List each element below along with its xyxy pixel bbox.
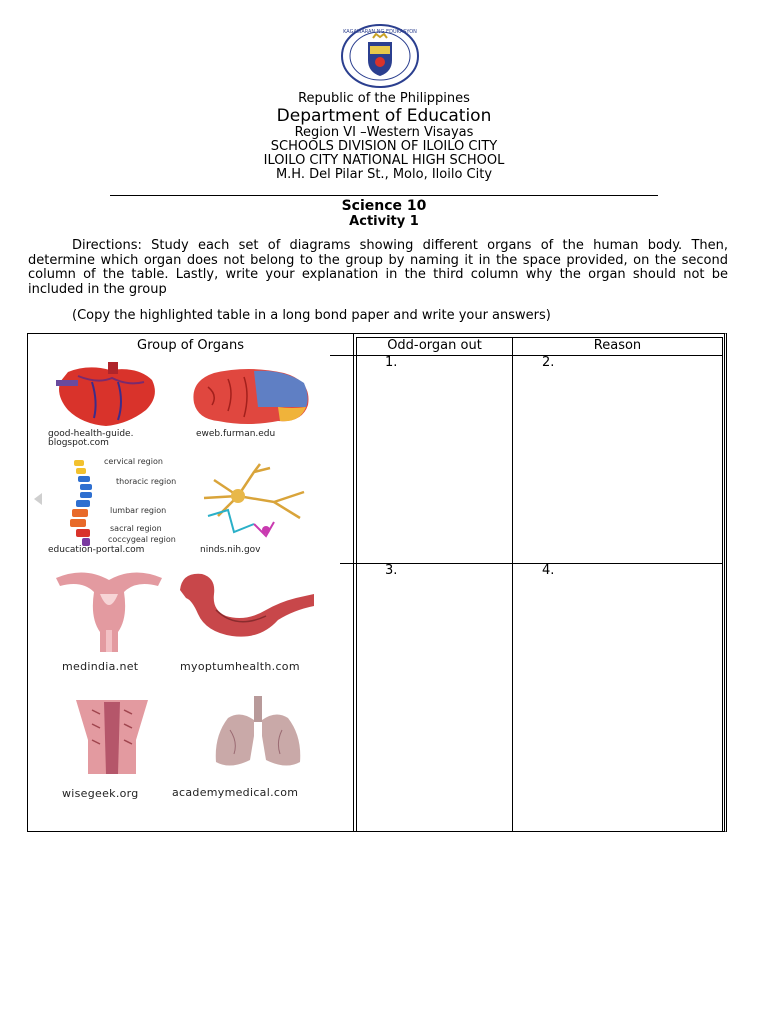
- row-divider: [340, 563, 723, 564]
- brain-image: [188, 367, 314, 427]
- spine-label-thoracic: thoracic region: [116, 477, 177, 486]
- school-line: ILOILO CITY NATIONAL HIGH SCHOOL: [263, 153, 505, 168]
- left-arrow-icon: [33, 492, 43, 506]
- spine-label-cervical: cervical region: [104, 457, 163, 466]
- deped-seal-logo: [340, 24, 420, 88]
- subject-title: Science 10: [341, 198, 427, 214]
- header-odd-organ-out: Odd-organ out: [387, 338, 482, 353]
- vagina-caption: wisegeek.org: [62, 787, 139, 800]
- republic-line: Republic of the Philippines: [298, 91, 470, 106]
- uterus-caption: medindia.net: [62, 660, 139, 673]
- spine-image: [62, 458, 102, 548]
- spine-label-sacral: sacral region: [110, 524, 162, 533]
- col-divider-1b: [356, 337, 357, 832]
- lungs-image: [210, 696, 306, 772]
- answer-number-3: 3.: [385, 563, 398, 578]
- heart-caption: good-health-guide. blogspot.com: [48, 429, 134, 448]
- col-divider-2: [512, 337, 513, 832]
- header-group-of-organs: Group of Organs: [137, 338, 244, 353]
- department-title: Department of Education: [276, 106, 492, 126]
- answer-number-1: 1.: [385, 355, 398, 370]
- header-divider: [110, 195, 658, 196]
- answer-number-4: 4.: [542, 563, 555, 578]
- lungs-caption: academymedical.com: [172, 786, 299, 799]
- header-reason: Reason: [593, 338, 642, 353]
- note-text: (Copy the highlighted table in a long bond paper and write your answers): [72, 308, 551, 323]
- spine-caption: education-portal.com: [48, 545, 145, 555]
- stomach-image: [176, 570, 316, 654]
- neuron-caption: ninds.nih.gov: [200, 545, 261, 555]
- stomach-caption: myoptumhealth.com: [180, 660, 300, 673]
- brain-caption: eweb.furman.edu: [196, 429, 276, 439]
- spine-label-coccygeal: coccygeal region: [108, 535, 176, 544]
- region-line: Region VI –Western Visayas: [294, 125, 474, 140]
- uterus-image: [54, 570, 164, 654]
- activity-title: Activity 1: [349, 214, 419, 229]
- heart-image: [48, 362, 168, 428]
- vagina-image: [70, 700, 154, 776]
- neuron-image: [194, 462, 314, 542]
- spine-label-lumbar: lumbar region: [110, 506, 167, 515]
- division-line: SCHOOLS DIVISION OF ILOILO CITY: [270, 139, 498, 154]
- answer-number-2: 2.: [542, 355, 555, 370]
- svg-text:KAGAWARAN NG EDUKASYON: KAGAWARAN NG EDUKASYON: [343, 29, 417, 35]
- col-divider-3: [722, 337, 723, 832]
- col-divider-1: [353, 333, 354, 832]
- address-line: M.H. Del Pilar St., Molo, Iloilo City: [275, 167, 493, 182]
- directions-text: Directions: Study each set of diagrams showing different organs of the human body. Then, determine which organ does not belong to the group by naming it in the space provided, on the second column of the table. Lastly, write your explanation in the third column why the organ should not be included in the group: [28, 238, 728, 297]
